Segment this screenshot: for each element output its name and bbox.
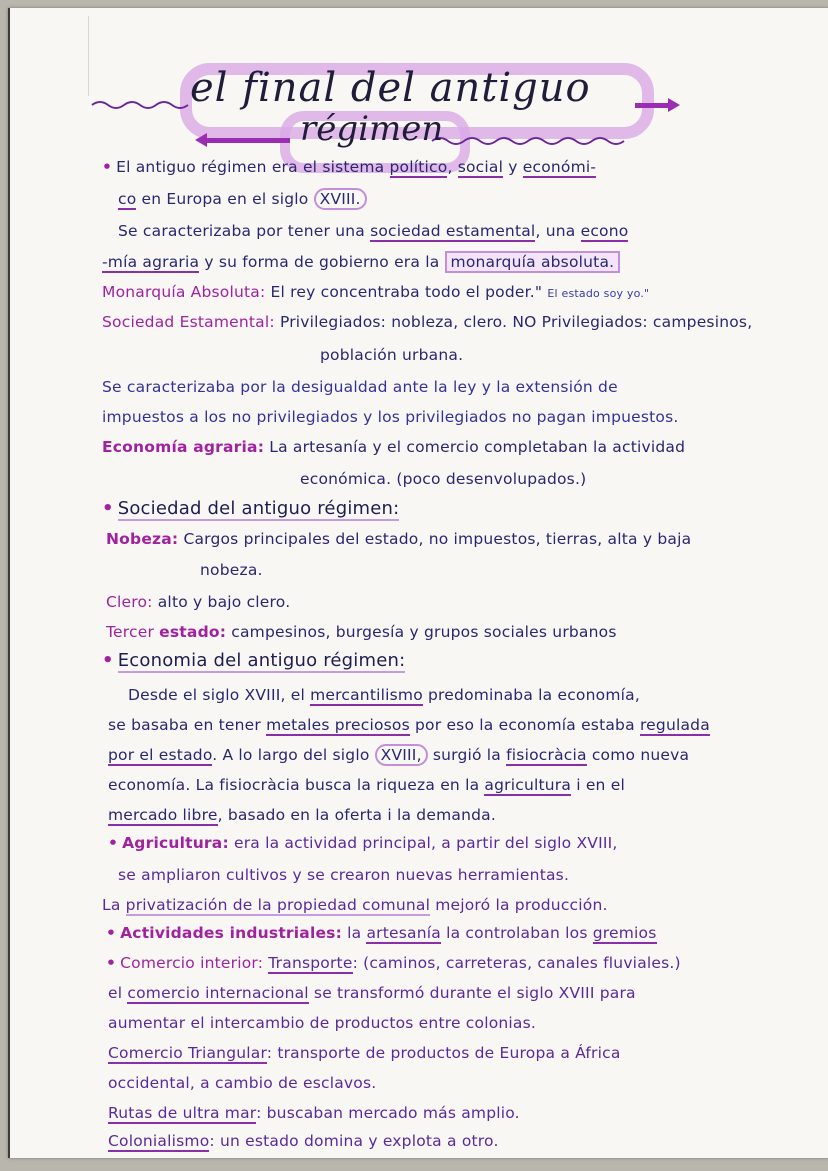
nobleza-cont: nobeza. xyxy=(200,561,263,579)
text: : un estado domina y explota a otro. xyxy=(209,1132,499,1150)
notebook-page xyxy=(8,8,828,1158)
underlined-term: Rutas de ultra mar xyxy=(108,1104,257,1122)
rutas-definition xyxy=(108,1104,520,1122)
underlined-term: agricultura xyxy=(484,776,572,794)
economia-agraria-definition xyxy=(102,438,685,456)
economia-line-5 xyxy=(108,806,496,824)
bullet-icon: • xyxy=(102,498,114,519)
text: se basaba en tener xyxy=(108,716,267,734)
section-heading-sociedad xyxy=(102,498,399,519)
bullet-icon: • xyxy=(106,924,117,942)
desigualdad-line-1: Se caracterizaba por la desigualdad ante la ley y la extensión de xyxy=(102,378,618,396)
text: : (caminos, carreteras, canales fluviales.) xyxy=(352,954,681,972)
text: el xyxy=(108,984,128,1002)
text: , xyxy=(447,158,458,176)
wavy-line-icon xyxy=(90,97,190,111)
underlined-term: regulada xyxy=(639,716,710,734)
circled-century: XVIII. xyxy=(314,188,367,210)
text: . A lo largo del siglo xyxy=(212,746,375,764)
comercio-line-3: aumentar el intercambio de productos entre colonias. xyxy=(108,1014,537,1032)
text: campesinos, burgesía y grupos sociales urbanos xyxy=(226,623,617,641)
intro-line-2 xyxy=(118,190,367,208)
monarquia-definition xyxy=(102,283,649,301)
economia-line-3 xyxy=(108,746,689,764)
text: como nueva xyxy=(586,746,690,764)
text: alto y bajo clero. xyxy=(152,593,291,611)
underlined-term: político xyxy=(389,158,448,176)
heading-text: Economia del antiguo régimen: xyxy=(117,650,406,671)
underlined-term: econo xyxy=(580,222,629,240)
nobleza-definition xyxy=(106,530,691,548)
heading-text: Sociedad del antiguo régimen: xyxy=(117,498,400,519)
bullet-icon: • xyxy=(108,834,119,852)
underlined-term: comercio internacional xyxy=(127,984,309,1002)
term-label: Monarquía Absoluta: xyxy=(102,283,266,301)
bullet-icon: • xyxy=(102,158,113,176)
text: El rey concentraba todo el poder." xyxy=(265,283,548,301)
boxed-term: monarquía absoluta. xyxy=(445,251,621,273)
text: y su forma de gobierno era la xyxy=(199,253,445,271)
underlined-term: artesanía xyxy=(366,924,441,942)
text: en Europa en el siglo xyxy=(136,190,314,208)
intro-line-4 xyxy=(102,253,620,271)
sociedad-estamental-definition xyxy=(102,313,752,331)
text: El antiguo régimen era el sistema xyxy=(116,158,390,176)
page-subtitle: régimen xyxy=(300,109,444,149)
term-label: Agricultura: xyxy=(122,834,229,852)
intro-line-3 xyxy=(118,222,628,240)
text: La xyxy=(102,896,126,914)
underlined-term: -mía agraria xyxy=(102,253,200,271)
quote: El estado soy yo." xyxy=(547,287,650,300)
term-label: Sociedad Estamental: xyxy=(102,313,275,331)
triangular-cont: occidental, a cambio de esclavos. xyxy=(108,1074,377,1092)
term-label: Actividades industriales: xyxy=(120,924,342,942)
text: , basado en la oferta i la demanda. xyxy=(217,806,496,824)
text: Cargos principales del estado, no impuestos, tierras, alta y baja xyxy=(178,530,692,548)
text: se transformó durante el siglo XVIII para xyxy=(308,984,636,1002)
underlined-term: por el estado xyxy=(108,746,213,764)
economia-line-2 xyxy=(108,716,710,734)
underlined-term: gremios xyxy=(592,924,657,942)
economia-line-4 xyxy=(108,776,625,794)
text: : transporte de productos de Europa a África xyxy=(266,1044,621,1062)
clero-definition xyxy=(106,593,290,611)
underlined-term: económi- xyxy=(522,158,597,176)
circled-century: XVIII, xyxy=(375,744,428,766)
underlined-term: metales preciosos xyxy=(266,716,410,734)
underlined-term: privatización de la propiedad comunal xyxy=(125,896,431,914)
paper-fold-line xyxy=(88,16,89,96)
sociedad-estamental-cont: población urbana. xyxy=(320,346,464,364)
text: la xyxy=(342,924,367,942)
text: La artesanía y el comercio completaban la actividad xyxy=(264,438,686,456)
title-block xyxy=(90,63,710,163)
text: Desde el siglo XVIII, el xyxy=(128,686,311,704)
text: predominaba la economía, xyxy=(422,686,640,704)
arrow-right-icon xyxy=(635,103,670,108)
comercio-interior-definition xyxy=(106,954,681,972)
agricultura-definition xyxy=(108,834,618,852)
text: : buscaban mercado más amplio. xyxy=(256,1104,520,1122)
underlined-term: Colonialismo xyxy=(108,1132,210,1150)
underlined-term: co xyxy=(118,190,137,208)
underlined-term: Comercio Triangular xyxy=(108,1044,267,1062)
term-label: Nobeza: xyxy=(106,530,179,548)
term-label: Economía agraria: xyxy=(102,438,265,456)
intro-line-1 xyxy=(102,158,596,176)
comercio-line-2 xyxy=(108,984,636,1002)
wavy-line-icon xyxy=(430,133,630,147)
term-label: Comercio interior: xyxy=(120,954,264,972)
text: por eso la economía estaba xyxy=(409,716,640,734)
text: , una xyxy=(535,222,581,240)
tercer-estado-definition xyxy=(106,623,617,641)
text: mejoró la producción. xyxy=(430,896,608,914)
desigualdad-line-2: impuestos a los no privilegiados y los privilegiados no pagan impuestos. xyxy=(102,408,679,426)
underlined-term: fisiocràcia xyxy=(506,746,587,764)
text: y xyxy=(503,158,523,176)
economia-line-1 xyxy=(128,686,640,704)
text: i en el xyxy=(571,776,625,794)
term-label: Tercer xyxy=(106,623,160,641)
page-title: el final del antiguo xyxy=(190,65,591,111)
economia-agraria-cont: económica. (poco desenvolupados.) xyxy=(300,470,587,488)
arrow-left-icon xyxy=(205,138,290,143)
term-label: estado: xyxy=(159,623,227,641)
text: la controlaban los xyxy=(440,924,593,942)
underlined-term: mercantilismo xyxy=(310,686,423,704)
text: era la actividad principal, a partir del siglo XVIII, xyxy=(228,834,618,852)
underlined-term: Transporte xyxy=(268,954,353,972)
underlined-term: mercado libre xyxy=(108,806,218,824)
text: Se caracterizaba por tener una xyxy=(118,222,371,240)
bullet-icon: • xyxy=(106,954,117,972)
underlined-term: social xyxy=(457,158,504,176)
text: Privilegiados: nobleza, clero. NO Privilegiados: campesinos, xyxy=(274,313,753,331)
bullet-icon: • xyxy=(102,650,114,671)
colonialismo-definition xyxy=(108,1132,499,1150)
text: economía. La fisiocràcia busca la riqueza en la xyxy=(108,776,485,794)
section-heading-economia xyxy=(102,650,405,671)
industriales-definition xyxy=(106,924,657,942)
agricultura-line-3 xyxy=(102,896,608,914)
term-label: Clero: xyxy=(106,593,153,611)
comercio-triangular-definition xyxy=(108,1044,621,1062)
text: surgió la xyxy=(427,746,507,764)
agricultura-line-2: se ampliaron cultivos y se crearon nuevas herramientas. xyxy=(118,866,570,884)
underlined-term: sociedad estamental xyxy=(370,222,536,240)
